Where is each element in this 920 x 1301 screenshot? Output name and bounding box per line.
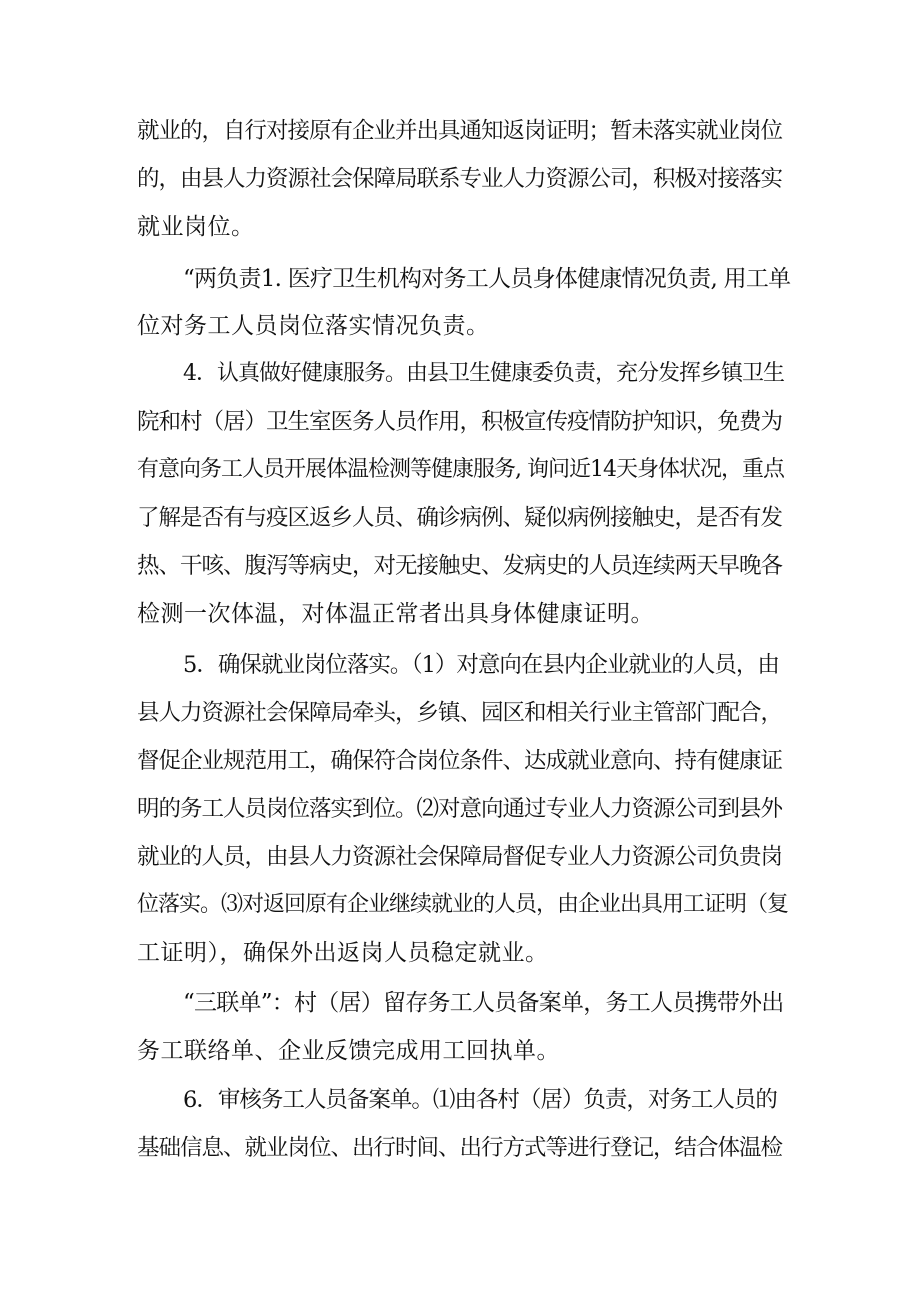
text-line: “三联单”：村（居）留存务工人员备案单，务工人员携带外出	[183, 990, 784, 1016]
text-line: “两负责1. 医疗卫生机构对务工人员身体健康情况负责, 用工单	[183, 266, 791, 292]
text-line: 明的务工人员岗位落实到位。⑵对意向通过专业人力资源公司到县外	[137, 796, 783, 822]
text-line: 县人力资源社会保障局牵头，乡镇、园区和相关行业主管部门配合，	[137, 700, 783, 726]
text-line: 4．认真做好健康服务。由县卫生健康委负责，充分发挥乡镇卫生	[183, 361, 784, 386]
text-line: 工证明），确保外出返岗人员稳定就业。	[137, 940, 549, 966]
text-line: 检测一次体温，对体温正常者出具身体健康证明。	[137, 601, 654, 627]
text-line: 就业岗位。	[137, 214, 255, 240]
text-line: 了解是否有与疫区返乡人员、确诊病例、疑似病例接触史，是否有发	[137, 505, 783, 531]
text-line: 6．审核务工人员备案单。⑴由各村（居）负责，对务工人员的	[183, 1087, 777, 1113]
text-line: 5．确保就业岗位落实。（1）对意向在县内企业就业的人员，由	[183, 652, 779, 678]
text-line: 务工联络单、企业反馈完成用工回执单。	[137, 1038, 560, 1064]
text-line: 位对务工人员岗位落实情况负责。	[137, 313, 490, 339]
text-line: 督促企业规范用工，确保符合岗位条件、达成就业意向、持有健康证	[137, 748, 783, 774]
text-line: 就业的人员，由县人力资源社会保障局督促专业人力资源公司负贵岗	[137, 844, 783, 870]
text-line: 基础信息、就业岗位、出行时间、出行方式等进行登记，结合体温检	[137, 1135, 783, 1161]
text-line: 热、干咳、腹泻等病史，对无接触史、发病史的人员连续两天早晚各	[137, 553, 783, 579]
text-line: 就业的，自行对接原有企业并出具通知返岗证明；暂未落实就业岗位	[137, 118, 783, 144]
text-line: 院和村（居）卫生室医务人员作用，积极宣传疫情防护知识，免费为	[137, 409, 783, 435]
text-line: 的，由县人力资源社会保障局联系专业人力资源公司，积极对接落实	[137, 166, 783, 192]
text-line: 有意向务工人员开展体温检测等健康服务, 询问近14天身体状况，重点	[137, 457, 784, 482]
text-line: 位落实。⑶对返回原有企业继续就业的人员，由企业出具用工证明（复	[137, 892, 789, 917]
